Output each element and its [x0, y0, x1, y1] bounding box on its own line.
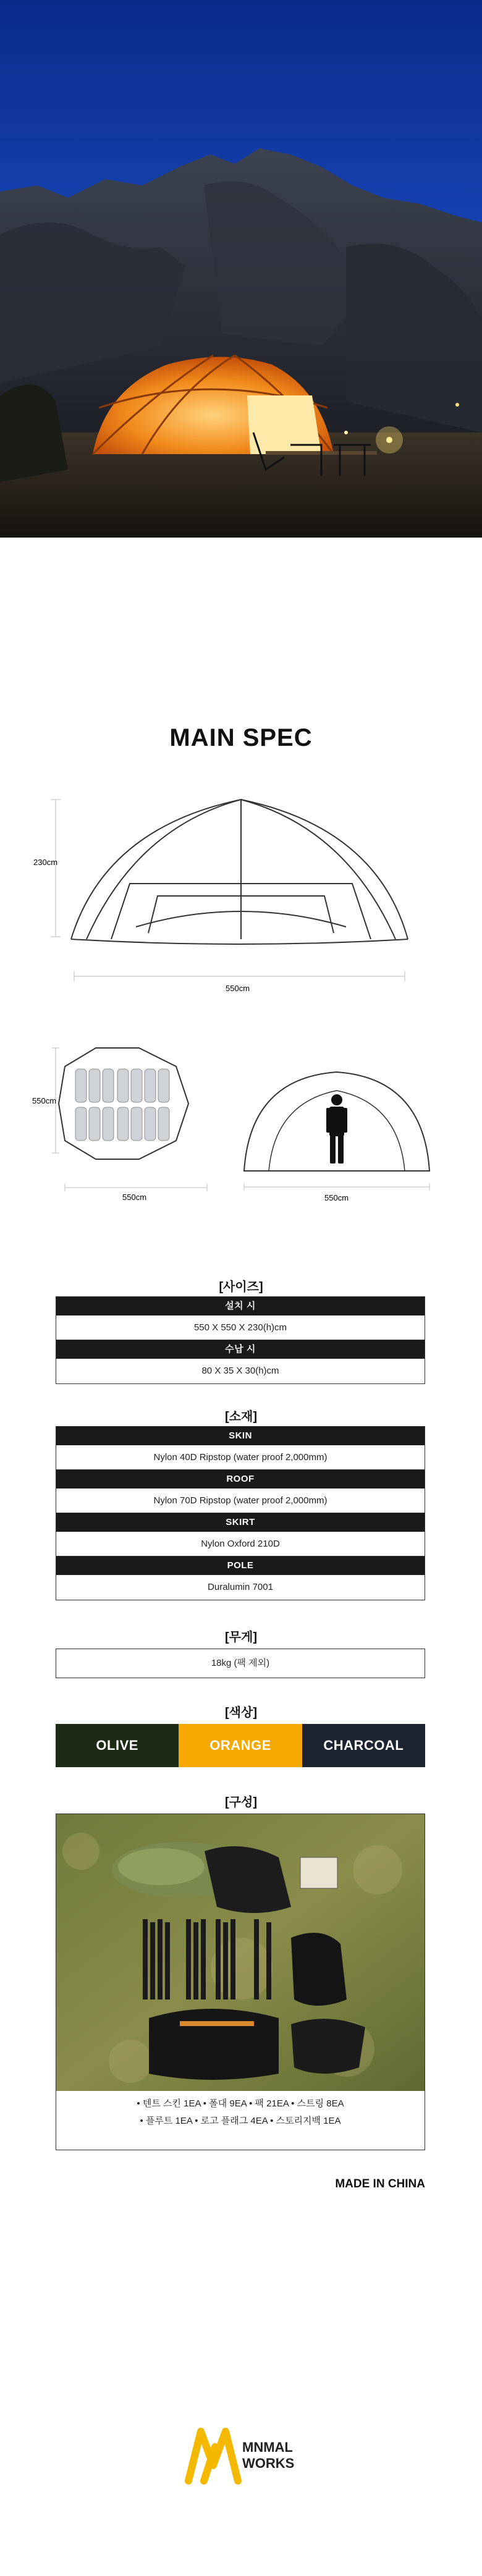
logo-line-2: WORKS [242, 2456, 295, 2471]
size-section-label: [사이즈] [219, 1280, 263, 1294]
spec-value: Nylon 70D Ripstop (water proof 2,000mm) [56, 1489, 425, 1513]
top-width-label: 550cm [122, 1193, 147, 1202]
made-in-label: MADE IN CHINA [335, 2177, 425, 2190]
components-box [56, 1814, 425, 2150]
spec-value: 550 X 550 X 230(h)cm [56, 1315, 425, 1340]
spec-value: Nylon 40D Ripstop (water proof 2,000mm) [56, 1445, 425, 1470]
components-line-1: • 텐트 스킨 1EA • 폴대 9EA • 팩 21EA • 스트링 8EA [137, 2098, 344, 2109]
spec-value: 80 X 35 X 30(h)cm [56, 1359, 425, 1383]
tent-top-view-diagram [32, 1044, 222, 1205]
components-photo [56, 1814, 425, 2091]
components-section-label: [구성] [225, 1796, 257, 1809]
tent-side-elevation-diagram [33, 791, 420, 1001]
weight-value: 18kg (팩 제외) [56, 1649, 425, 1678]
spec-head: POLE [56, 1556, 425, 1575]
components-line-2: • 플루트 1EA • 로고 플래그 4EA • 스토리지백 1EA [140, 2116, 341, 2126]
logo-line-1: MNMAL [242, 2439, 293, 2455]
spec-value: Duralumin 7001 [56, 1575, 425, 1600]
hero-illustration [0, 0, 482, 538]
color-orange: ORANGE [179, 1724, 302, 1767]
height-dimension-label: 230cm [33, 858, 58, 867]
size-spec-table [56, 1296, 425, 1384]
color-olive: OLIVE [56, 1724, 179, 1767]
color-charcoal: CHARCOAL [302, 1724, 425, 1767]
tent-front-view-diagram [238, 1066, 442, 1208]
weight-section-label: [무게] [225, 1631, 257, 1644]
spec-head: SKIN [56, 1427, 425, 1445]
brand-logo [185, 2422, 303, 2490]
color-options [56, 1724, 425, 1767]
front-width-label: 550cm [324, 1193, 349, 1202]
width-dimension-label: 550cm [226, 984, 250, 993]
spec-value: Nylon Oxford 210D [56, 1532, 425, 1556]
spec-head: SKIRT [56, 1513, 425, 1532]
spec-head: ROOF [56, 1470, 425, 1489]
color-section-label: [색상] [225, 1706, 257, 1720]
main-spec-title: MAIN SPEC [169, 724, 313, 751]
hero-photo [0, 0, 482, 538]
weight-spec-table [56, 1649, 425, 1678]
spec-head: 수납 시 [56, 1340, 425, 1359]
material-section-label: [소재] [225, 1410, 257, 1424]
material-spec-table [56, 1426, 425, 1600]
components-list [56, 2095, 425, 2130]
top-depth-label: 550cm [32, 1096, 57, 1105]
spec-head: 설치 시 [56, 1297, 425, 1315]
